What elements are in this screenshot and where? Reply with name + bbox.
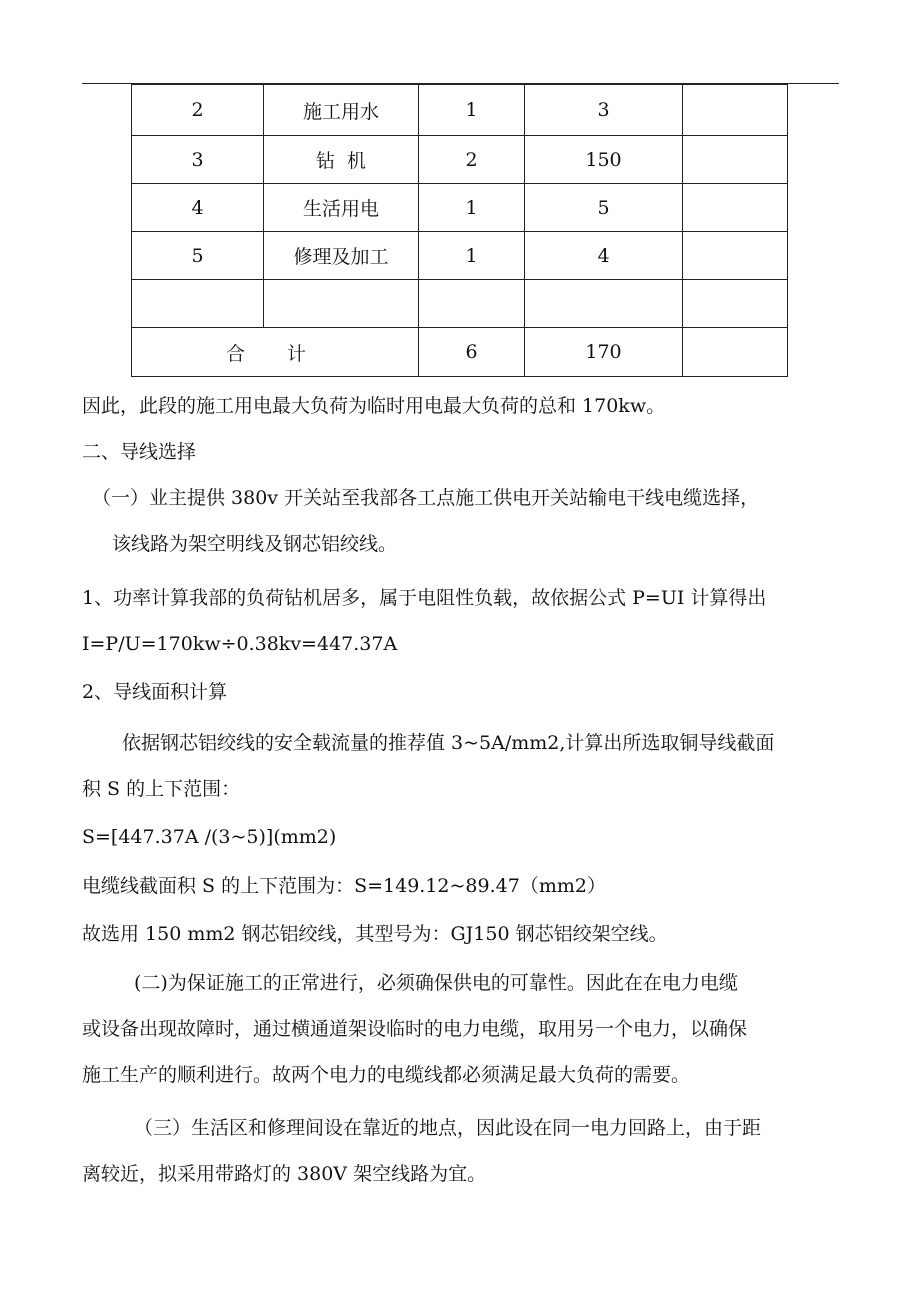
cell-no: 2: [132, 85, 264, 136]
cell-power: 3: [525, 85, 683, 136]
cell-no: [132, 280, 264, 328]
subsection-3-line: 离较近，拟采用带路灯的 380V 架空线路为宜。: [82, 1163, 487, 1185]
total-label: 合 计: [132, 328, 419, 377]
cell-no: 4: [132, 184, 264, 232]
subsection-2: [82, 960, 894, 1098]
item-1-line: 1、功率计算我部的负荷钻机居多，属于电阻性负载，故依据公式 P=UI 计算得出: [82, 587, 767, 609]
subsection-3-line: （三）生活区和修理间设在靠近的地点，因此设在同一电力回路上，由于距: [134, 1117, 762, 1139]
section-heading: 二、导线选择: [82, 441, 197, 463]
cell-qty: 1: [419, 232, 525, 280]
load-table: [131, 84, 788, 377]
choice-line: 故选用 150 mm2 钢芯铝绞线，其型号为：GJ150 钢芯铝绞架空线。: [82, 923, 668, 945]
cell-qty: 1: [419, 85, 525, 136]
cell-qty: 1: [419, 184, 525, 232]
cell-name: 修理及加工: [264, 232, 419, 280]
cell-power: 4: [525, 232, 683, 280]
total-power: 170: [525, 328, 683, 377]
range-line: 电缆线截面积 S 的上下范围为：S=149.12~89.47（mm2）: [82, 875, 606, 897]
cell-name: 施工用水: [264, 85, 419, 136]
table-row: [132, 136, 788, 184]
table-row: [132, 280, 788, 328]
subsection-2-line: 施工生产的顺利进行。故两个电力的电缆线都必须满足最大负荷的需要。: [82, 1064, 691, 1086]
cell-qty: 2: [419, 136, 525, 184]
summary-paragraph: 因此，此段的施工用电最大负荷为临时用电最大负荷的总和 170kw。: [82, 395, 666, 417]
cell-name: 钻 机: [264, 136, 419, 184]
cell-note: [683, 184, 788, 232]
cell-note: [683, 85, 788, 136]
cell-note: [683, 280, 788, 328]
subsection-1-line: 该线路为架空明线及钢芯铝绞线。: [112, 533, 398, 555]
subsection-1-line: （一）业主提供 380v 开关站至我部各工点施工供电开关站输电干线电缆选择，: [92, 487, 760, 509]
basis-paragraph: [82, 720, 882, 812]
item-1: [82, 575, 842, 667]
subsection-3: [82, 1105, 894, 1197]
basis-line: 依据钢芯铝绞线的安全载流量的推荐值 3~5A/mm2,计算出所选取铜导线截面: [122, 732, 775, 754]
cell-note: [683, 232, 788, 280]
cell-power: 150: [525, 136, 683, 184]
item-1-line: I=P/U=170kw÷0.38kv=447.37A: [82, 633, 398, 655]
subsection-2-line: 或设备出现故障时，通过横通道架设临时的电力电缆，取用另一个电力，以确保: [82, 1018, 748, 1040]
cell-no: 5: [132, 232, 264, 280]
subsection-1: [82, 475, 852, 567]
item-2-heading: 2、导线面积计算: [82, 681, 228, 703]
basis-line: 积 S 的上下范围：: [82, 778, 241, 800]
table-row: [132, 232, 788, 280]
cell-power: [525, 280, 683, 328]
subsection-2-line: (二)为保证施工的正常进行，必须确保供电的可靠性。因此在在电力电缆: [134, 972, 738, 994]
table-row: [132, 85, 788, 136]
cell-qty: [419, 280, 525, 328]
total-note: [683, 328, 788, 377]
cell-name: [264, 280, 419, 328]
table-row: [132, 184, 788, 232]
table-total-row: [132, 328, 788, 377]
cell-power: 5: [525, 184, 683, 232]
cell-no: 3: [132, 136, 264, 184]
total-qty: 6: [419, 328, 525, 377]
cell-name: 生活用电: [264, 184, 419, 232]
cell-note: [683, 136, 788, 184]
formula-line: S=[447.37A /(3~5)](mm2): [82, 826, 337, 848]
